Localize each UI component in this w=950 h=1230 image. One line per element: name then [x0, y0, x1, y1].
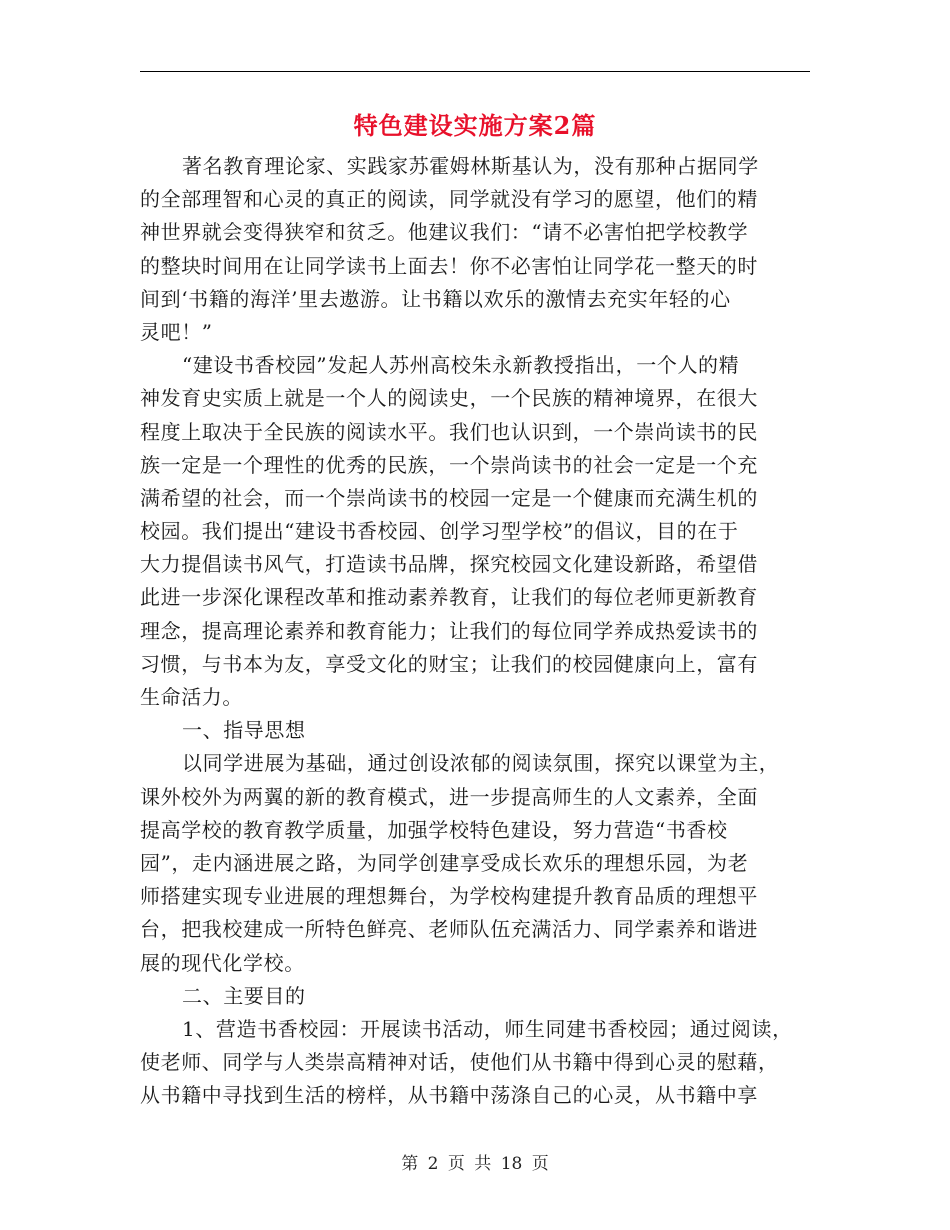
body-line: 大力提倡读书风气，打造读书品牌，探究校园文化建设新路，希望借 — [140, 552, 758, 577]
header-rule — [140, 71, 810, 72]
body-line: 习惯，与书本为友，享受文化的财宝；让我们的校园健康向上，富有 — [140, 651, 758, 676]
body-line: 灵吧！” — [140, 319, 213, 344]
body-line: 理念，提高理论素养和教育能力；让我们的每位同学养成热爱读书的 — [140, 618, 758, 643]
document-body — [140, 150, 824, 1112]
body-line: 以同学进展为基础，通过创设浓郁的阅读氛围，探究以课堂为主， — [182, 751, 780, 776]
body-line: 程度上取决于全民族的阅读水平。我们也认识到，一个崇尚读书的民 — [140, 419, 758, 444]
body-line: 的整块时间用在让同学读书上面去！你不必害怕让同学花一整天的时 — [140, 253, 758, 278]
body-line: 台，把我校建成一所特色鲜亮、老师队伍充满活力、同学素养和谐进 — [140, 917, 758, 942]
page-number-footer: 第 2 页 共 18 页 — [401, 1154, 549, 1174]
body-line: 师搭建实现专业进展的理想舞台，为学校构建提升教育品质的理想平 — [140, 884, 758, 909]
body-line: 满希望的社会，而一个崇尚读书的校园一定是一个健康而充满生机的 — [140, 485, 758, 510]
body-line: “建设书香校园”发起人苏州高校朱永新教授指出，一个人的精 — [182, 353, 740, 378]
body-line: 使老师、同学与人类崇高精神对话，使他们从书籍中得到心灵的慰藉， — [140, 1050, 779, 1075]
body-line: 神发育史实质上就是一个人的阅读史，一个民族的精神境界，在很大 — [140, 386, 758, 411]
body-line: 课外校外为两翼的新的教育模式，进一步提高师生的人文素养，全面 — [140, 784, 758, 809]
body-line: 族一定是一个理性的优秀的民族，一个崇尚读书的社会一定是一个充 — [140, 452, 758, 477]
body-line: 此进一步深化课程改革和推动素养教育，让我们的每位老师更新教育 — [140, 585, 758, 610]
section-heading: 一、指导思想 — [182, 718, 306, 743]
body-line: 生命活力。 — [140, 685, 243, 709]
body-line: 展的现代化学校。 — [140, 950, 305, 975]
body-line: 从书籍中寻找到生活的榜样，从书籍中荡涤自己的心灵，从书籍中享 — [140, 1083, 758, 1108]
body-line: 著名教育理论家、实践家苏霍姆林斯基认为，没有那种占据同学 — [182, 154, 759, 178]
body-line: 神世界就会变得狭窄和贫乏。他建议我们：“请不必害怕把学校教学 — [140, 220, 749, 245]
section-heading: 二、主要目的 — [182, 983, 306, 1008]
document-title: 特色建设实施方案2篇 — [353, 111, 597, 140]
body-line: 校园。我们提出“建设书香校园、创学习型学校”的倡议，目的在于 — [140, 519, 739, 544]
body-line: 的全部理智和心灵的真正的阅读，同学就没有学习的愿望，他们的精 — [140, 187, 758, 212]
body-line: 提高学校的教育教学质量，加强学校特色建设，努力营造“书香校 — [140, 817, 728, 842]
body-line: 1、营造书香校园：开展读书活动，师生同建书香校园；通过阅读， — [182, 1016, 793, 1041]
body-line: 间到‘书籍的海洋’里去遨游。让书籍以欢乐的激情去充实年轻的心 — [140, 286, 731, 311]
body-line: 园”，走内涵进展之路，为同学创建享受成长欢乐的理想乐园，为老 — [140, 850, 749, 875]
